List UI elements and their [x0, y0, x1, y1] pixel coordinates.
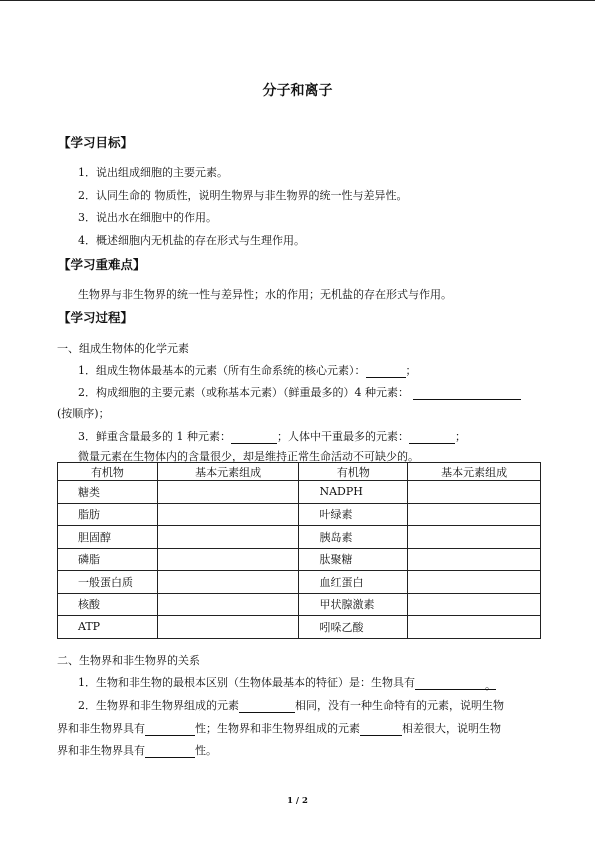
part1-q3-mid: ；人体中干重最多的元素：	[277, 430, 409, 443]
part2-q1-text: 1．生物和非生物的最根本区别（生物体最基本的特征）是：生物具有	[78, 676, 415, 689]
element-table	[57, 462, 541, 639]
part1-q3-text: 3．鲜重含量最多的 1 种元素：	[78, 430, 231, 443]
keypoints-text: 生物界与非生物界的统一性与差异性；水的作用；无机盐的存在形式与作用。	[78, 288, 452, 301]
answer-cell[interactable]	[157, 571, 299, 594]
goal-item-4: 4．概述细胞内无机盐的存在形式与生理作用。	[78, 234, 305, 247]
goals-heading: 【学习目标】	[58, 135, 134, 150]
answer-cell[interactable]	[157, 481, 299, 504]
process-heading: 【学习过程】	[58, 310, 134, 325]
table-cell: 脂肪	[58, 503, 158, 526]
answer-cell[interactable]	[408, 571, 541, 594]
table-cell: ATP	[58, 616, 158, 639]
part1-q3-end: ；	[455, 430, 466, 443]
answer-blank[interactable]	[360, 723, 402, 736]
answer-cell[interactable]	[408, 481, 541, 504]
table-cell: 胰岛素	[299, 526, 408, 549]
part2-question-2-line2	[57, 720, 501, 736]
part2-q2-text: 2．生物界和非生物界组成的元素	[78, 699, 239, 712]
table-cell: NADPH	[299, 481, 408, 504]
page-top-border	[0, 0, 595, 1]
answer-cell[interactable]	[408, 593, 541, 616]
table-cell: 吲哚乙酸	[299, 616, 408, 639]
answer-cell[interactable]	[157, 548, 299, 571]
part1-title: 一、组成生物体的化学元素	[57, 342, 189, 355]
table-cell: 核酸	[58, 593, 158, 616]
part2-title: 二、生物界和非生物界的关系	[57, 654, 200, 667]
table-header-row	[58, 463, 541, 481]
part2-q2-line2-a: 界和非生物界具有	[57, 722, 145, 735]
part1-q2-text: 2．构成细胞的主要元素（或称基本元素）（鲜重最多的）4 种元素：	[78, 386, 409, 399]
part2-q2-cont: 相同，没有一种生命特有的元素，说明生物	[295, 699, 504, 712]
part2-question-2-line3	[57, 742, 217, 758]
part2-q2-line3-a: 界和非生物界具有	[57, 744, 145, 757]
page-number: 1 / 2	[287, 796, 308, 806]
table-cell: 胆固醇	[58, 526, 158, 549]
answer-cell[interactable]	[408, 548, 541, 571]
table-cell: 血红蛋白	[299, 571, 408, 594]
table-header: 基本元素组成	[157, 463, 299, 481]
part1-question-3	[78, 428, 466, 444]
table-cell: 叶绿素	[299, 503, 408, 526]
answer-blank[interactable]	[231, 431, 277, 444]
answer-cell[interactable]	[408, 526, 541, 549]
answer-blank[interactable]	[413, 387, 521, 400]
part1-q1-text: 1．组成生物体最基本的元素（所有生命系统的核心元素）：	[78, 364, 366, 377]
part2-q2-line2-b: 性；生物界和非生物界组成的元素	[195, 722, 360, 735]
goal-item-2: 2．认同生命的 物质性，说明生物界与非生物界的统一性与差异性。	[78, 189, 408, 202]
table-cell: 甲状腺激素	[299, 593, 408, 616]
table-cell: 肽聚糖	[299, 548, 408, 571]
answer-cell[interactable]	[157, 503, 299, 526]
page-title: 分子和离子	[262, 83, 333, 99]
table-row	[58, 526, 541, 549]
goal-item-3: 3．说出水在细胞中的作用。	[78, 211, 217, 224]
table-row	[58, 503, 541, 526]
answer-blank[interactable]	[366, 365, 406, 378]
goal-item-1: 1．说出组成细胞的主要元素。	[78, 166, 228, 179]
table-row	[58, 616, 541, 639]
part2-q2-line3-b: 性。	[195, 744, 217, 757]
answer-blank[interactable]	[145, 723, 195, 736]
table-header: 有机物	[58, 463, 158, 481]
keypoints-heading: 【学习重难点】	[58, 257, 146, 272]
answer-cell[interactable]	[157, 593, 299, 616]
table-row	[58, 481, 541, 504]
part1-note: 微量元素在生物体内的含量很少，却是维持正常生命活动不可缺少的。	[78, 450, 419, 463]
answer-blank[interactable]	[239, 700, 295, 713]
part1-question-2	[78, 384, 521, 400]
table-header: 基本元素组成	[408, 463, 541, 481]
table-cell: 糖类	[58, 481, 158, 504]
answer-cell[interactable]	[157, 526, 299, 549]
answer-cell[interactable]	[157, 616, 299, 639]
table-cell: 磷脂	[58, 548, 158, 571]
table-row	[58, 548, 541, 571]
part1-q2-cont: (按顺序)；	[57, 407, 110, 420]
answer-blank[interactable]	[145, 745, 195, 758]
part2-q1-end: 。	[485, 679, 496, 692]
part2-question-2	[78, 697, 504, 713]
part1-q1-end: ；	[405, 364, 417, 377]
table-row	[58, 571, 541, 594]
part2-q2-line2-c: 相差很大，说明生物	[402, 722, 501, 735]
part2-question-1	[78, 674, 496, 690]
answer-cell[interactable]	[408, 616, 541, 639]
part1-question-1	[78, 362, 417, 378]
table-row	[58, 593, 541, 616]
answer-blank[interactable]	[409, 431, 455, 444]
answer-blank[interactable]	[415, 677, 485, 690]
answer-cell[interactable]	[408, 503, 541, 526]
table-header: 有机物	[299, 463, 408, 481]
table-cell: 一般蛋白质	[58, 571, 158, 594]
